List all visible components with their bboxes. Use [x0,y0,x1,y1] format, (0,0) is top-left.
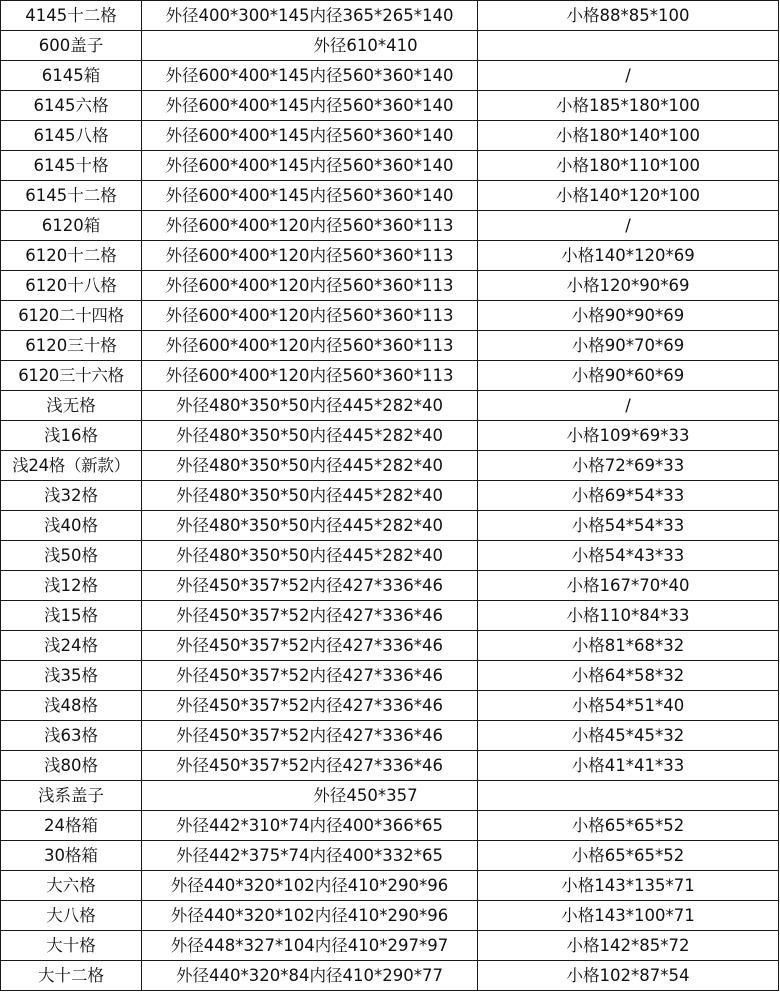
cell-size-cell: / [478,61,779,91]
table-row [1,211,779,241]
cell-size-cell: 小格41*41*33 [478,751,779,781]
table-row [1,901,779,931]
table-row [1,451,779,481]
outer-dimension-cell: 外径442*375*74内径400*332*65 [142,841,478,871]
product-name-cell: 6120箱 [1,211,142,241]
cell-size-cell: 小格88*85*100 [478,1,779,31]
outer-dimension-cell: 外径600*400*145内径560*360*140 [142,61,478,91]
product-name-cell: 30格箱 [1,841,142,871]
table-row [1,631,779,661]
outer-dimension-cell: 外径440*320*102内径410*290*96 [142,871,478,901]
outer-dimension-cell: 外径480*350*50内径445*282*40 [142,541,478,571]
cell-size-cell: 小格54*54*33 [478,511,779,541]
product-name-cell: 浅48格 [1,691,142,721]
outer-dimension-cell: 外径450*357*52内径427*336*46 [142,721,478,751]
table-row [1,721,779,751]
table-row [1,811,779,841]
outer-dimension-cell: 外径440*320*84内径410*290*77 [142,961,478,991]
product-name-cell: 浅无格 [1,391,142,421]
product-name-cell: 24格箱 [1,811,142,841]
table-row [1,121,779,151]
table-row [1,271,779,301]
product-name-cell: 6145十二格 [1,181,142,211]
cell-size-cell [478,781,779,811]
product-name-cell: 浅16格 [1,421,142,451]
product-name-cell: 4145十二格 [1,1,142,31]
cell-size-cell: 小格109*69*33 [478,421,779,451]
cell-size-cell: 小格140*120*69 [478,241,779,271]
product-name-cell: 浅系盖子 [1,781,142,811]
product-name-cell: 6120十二格 [1,241,142,271]
product-name-cell: 浅35格 [1,661,142,691]
table-row [1,151,779,181]
outer-dimension-cell: 外径480*350*50内径445*282*40 [142,451,478,481]
outer-dimension-cell: 外径450*357*52内径427*336*46 [142,601,478,631]
table-row [1,571,779,601]
table-row [1,241,779,271]
outer-dimension-cell: 外径450*357*52内径427*336*46 [142,751,478,781]
cell-size-cell: 小格180*110*100 [478,151,779,181]
product-name-cell: 6120三十格 [1,331,142,361]
cell-size-cell: 小格143*135*71 [478,871,779,901]
cell-size-cell: 小格140*120*100 [478,181,779,211]
product-name-cell: 6145六格 [1,91,142,121]
outer-dimension-cell: 外径450*357*52内径427*336*46 [142,631,478,661]
product-name-cell: 大八格 [1,901,142,931]
outer-dimension-cell: 外径480*350*50内径445*282*40 [142,421,478,451]
outer-dimension-text: 外径450*357 [313,786,418,805]
product-name-cell: 浅50格 [1,541,142,571]
cell-size-cell: / [478,391,779,421]
product-name-cell: 浅32格 [1,481,142,511]
cell-size-cell: 小格54*51*40 [478,691,779,721]
outer-dimension-cell: 外径480*350*50内径445*282*40 [142,511,478,541]
table-row [1,361,779,391]
table-row [1,301,779,331]
outer-dimension-cell: 外径450*357*52内径427*336*46 [142,691,478,721]
product-name-cell: 大十二格 [1,961,142,991]
product-name-cell: 浅40格 [1,511,142,541]
outer-dimension-cell: 外径600*400*145内径560*360*140 [142,91,478,121]
cell-size-cell: 小格180*140*100 [478,121,779,151]
product-name-cell: 浅63格 [1,721,142,751]
outer-dimension-cell: 外径600*400*120内径560*360*113 [142,241,478,271]
product-name-cell: 浅24格（新款） [1,451,142,481]
product-name-cell: 6120十八格 [1,271,142,301]
table-row [1,421,779,451]
cell-size-cell [478,31,779,61]
cell-size-cell: 小格65*65*52 [478,841,779,871]
cell-size-cell: 小格143*100*71 [478,901,779,931]
outer-dimension-cell: 外径400*300*145内径365*265*140 [142,1,478,31]
table-row [1,601,779,631]
cell-size-cell: 小格65*65*52 [478,811,779,841]
cell-size-cell: 小格54*43*33 [478,541,779,571]
outer-dimension-cell: 外径442*310*74内径400*366*65 [142,811,478,841]
product-name-cell: 浅80格 [1,751,142,781]
outer-dimension-cell: 外径600*400*120内径560*360*113 [142,301,478,331]
product-name-cell: 大十格 [1,931,142,961]
table-row [1,931,779,961]
product-name-cell: 浅15格 [1,601,142,631]
product-name-cell: 6145十格 [1,151,142,181]
table-row [1,1,779,31]
outer-dimension-text: 外径610*410 [313,36,418,55]
cell-size-cell: 小格81*68*32 [478,631,779,661]
product-name-cell: 600盖子 [1,31,142,61]
cell-size-cell: 小格90*90*69 [478,301,779,331]
cell-size-cell: 小格142*85*72 [478,931,779,961]
outer-dimension-cell: 外径600*400*120内径560*360*113 [142,271,478,301]
spec-table-body [1,1,779,991]
table-row [1,961,779,991]
table-row [1,781,779,811]
outer-dimension-cell: 外径480*350*50内径445*282*40 [142,481,478,511]
table-row [1,661,779,691]
product-name-cell: 6145箱 [1,61,142,91]
cell-size-cell: 小格69*54*33 [478,481,779,511]
outer-dimension-cell: 外径600*400*120内径560*360*113 [142,361,478,391]
outer-dimension-cell [142,31,478,61]
product-name-cell: 大六格 [1,871,142,901]
cell-size-cell: 小格185*180*100 [478,91,779,121]
outer-dimension-cell: 外径450*357*52内径427*336*46 [142,571,478,601]
cell-size-cell: 小格45*45*32 [478,721,779,751]
table-row [1,481,779,511]
cell-size-cell: 小格90*60*69 [478,361,779,391]
outer-dimension-cell: 外径600*400*120内径560*360*113 [142,331,478,361]
product-name-cell: 6145八格 [1,121,142,151]
table-row [1,391,779,421]
outer-dimension-cell: 外径448*327*104内径410*297*97 [142,931,478,961]
cell-size-cell: 小格72*69*33 [478,451,779,481]
product-name-cell: 6120三十六格 [1,361,142,391]
table-row [1,511,779,541]
table-row [1,541,779,571]
table-row [1,871,779,901]
cell-size-cell: / [478,211,779,241]
table-row [1,61,779,91]
outer-dimension-cell: 外径480*350*50内径445*282*40 [142,391,478,421]
table-row [1,691,779,721]
table-row [1,841,779,871]
cell-size-cell: 小格120*90*69 [478,271,779,301]
cell-size-cell: 小格110*84*33 [478,601,779,631]
product-name-cell: 浅24格 [1,631,142,661]
outer-dimension-cell: 外径450*357*52内径427*336*46 [142,661,478,691]
outer-dimension-cell: 外径600*400*145内径560*360*140 [142,151,478,181]
outer-dimension-cell [142,781,478,811]
outer-dimension-cell: 外径600*400*145内径560*360*140 [142,181,478,211]
outer-dimension-cell: 外径440*320*102内径410*290*96 [142,901,478,931]
table-row [1,91,779,121]
product-name-cell: 6120二十四格 [1,301,142,331]
cell-size-cell: 小格102*87*54 [478,961,779,991]
table-row [1,181,779,211]
cell-size-cell: 小格167*70*40 [478,571,779,601]
outer-dimension-cell: 外径600*400*120内径560*360*113 [142,211,478,241]
cell-size-cell: 小格90*70*69 [478,331,779,361]
table-row [1,331,779,361]
product-name-cell: 浅12格 [1,571,142,601]
table-row [1,751,779,781]
table-row [1,31,779,61]
outer-dimension-cell: 外径600*400*145内径560*360*140 [142,121,478,151]
cell-size-cell: 小格64*58*32 [478,661,779,691]
